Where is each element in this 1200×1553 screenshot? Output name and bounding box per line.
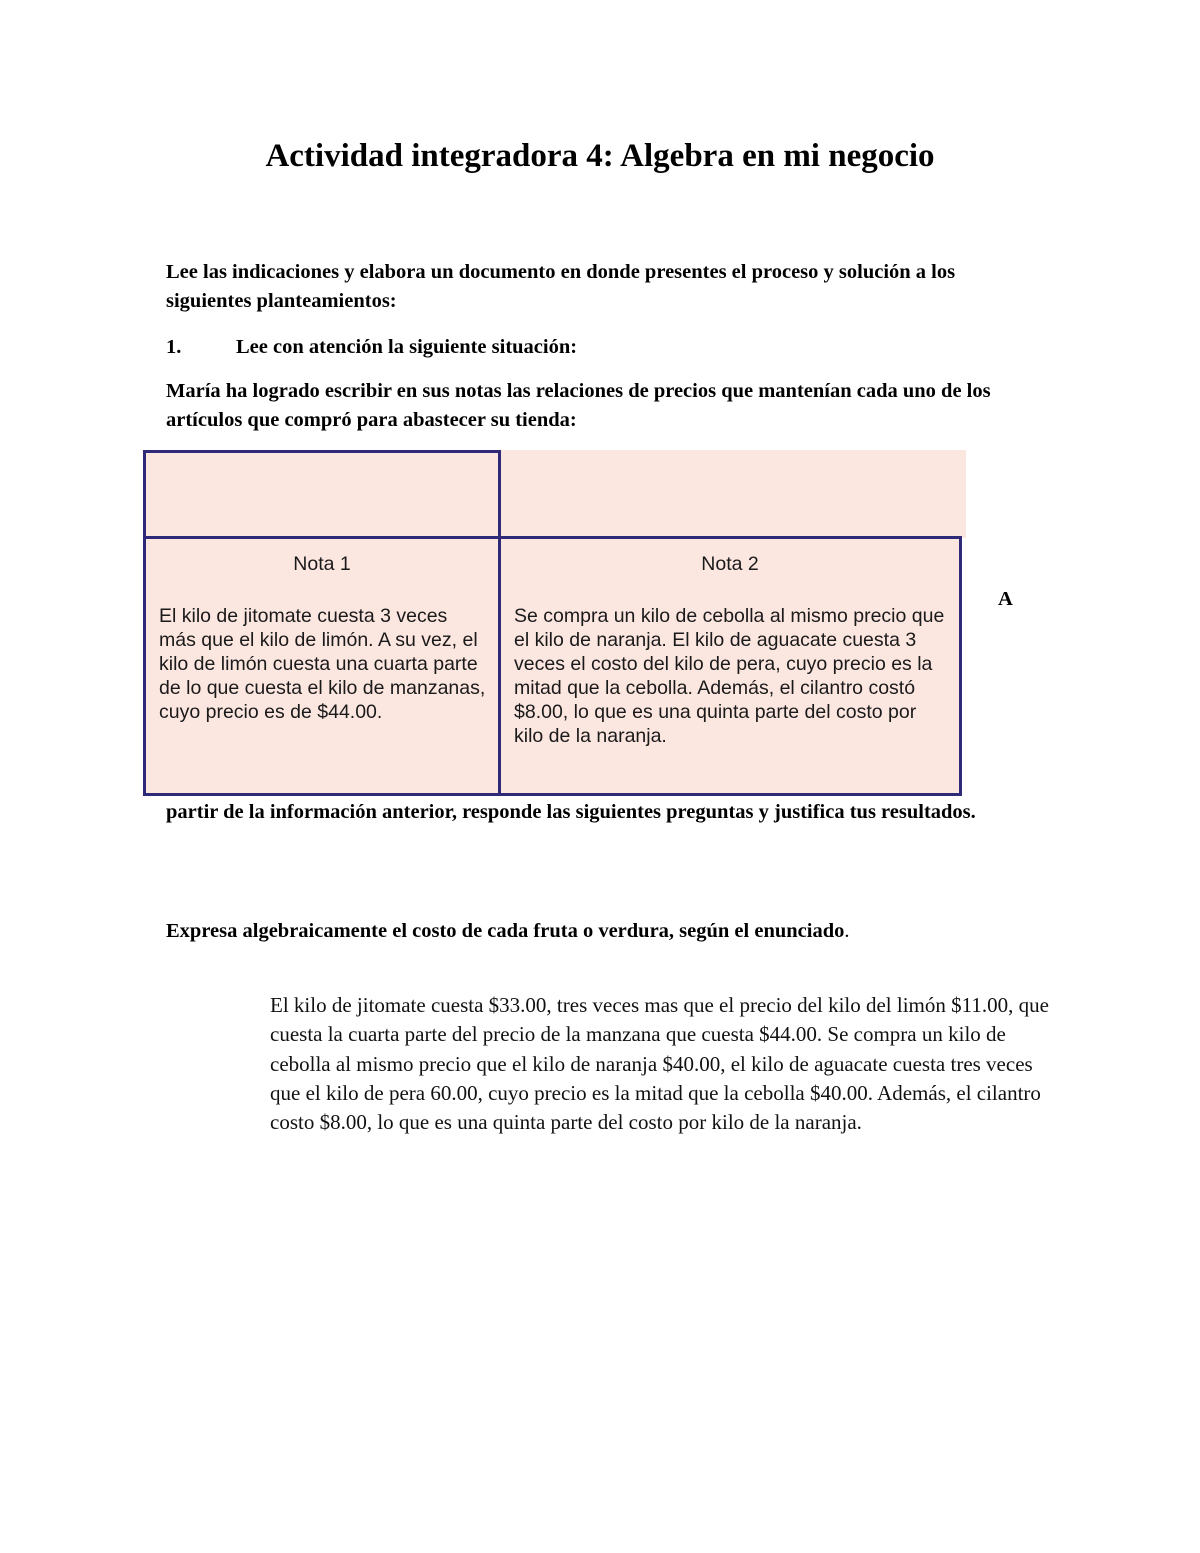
notes-table-container <box>143 450 966 798</box>
table-row <box>145 538 961 795</box>
empty-header-cell <box>500 452 961 538</box>
question-text: Expresa algebraicamente el costo de cada fruta o verdura, según el enunciado <box>166 920 845 942</box>
numbered-item-1 <box>166 333 1036 362</box>
item-text: Lee con atención la siguiente situación: <box>236 336 578 358</box>
note-cell-1 <box>145 538 500 795</box>
item-number: 1. <box>166 336 182 358</box>
note-text: Se compra un kilo de cebolla al mismo precio que el kilo de naranja. El kilo de aguacate cuesta 3 veces el costo del kilo de pera, cuyo precio es la mitad que la cebolla. Además, el cilantro costó $8.00, lo que es una quinta parte del costo por kilo de la naranja. <box>514 605 945 747</box>
note-title: Nota 2 <box>701 553 759 575</box>
note-cell-2 <box>500 538 961 795</box>
question-period: . <box>844 920 850 942</box>
empty-header-cell <box>145 452 500 538</box>
note-title: Nota 1 <box>293 553 351 575</box>
questions-paragraph: partir de la información anterior, responde las siguientes preguntas y justifica tus resultados. <box>166 801 976 823</box>
instructions-paragraph: Lee las indicaciones y elabora un documento en donde presentes el proceso y solución a los siguientes planteamientos: <box>166 261 956 312</box>
document-title: Actividad integradora 4: Algebra en mi negocio <box>265 138 935 174</box>
table-row <box>145 452 961 538</box>
note-text: El kilo de jitomate cuesta 3 veces más que el kilo de limón. A su vez, el kilo de limón cuesta una cuarta parte de lo que cuesta el kilo de manzanas, cuyo precio es de $44.00. <box>159 605 486 723</box>
paragraph-initial-letter: A <box>998 588 1013 610</box>
question-heading <box>166 917 1036 946</box>
situation-paragraph: María ha logrado escribir en sus notas las relaciones de precios que mantenían cada uno de los artículos que compró para abastecer su tienda: <box>166 380 991 431</box>
answer-paragraph: El kilo de jitomate cuesta $33.00, tres veces mas que el precio del kilo del limón $11.00, que cuesta la cuarta parte del precio de la manzana que cuesta $44.00. Se compra un kilo de cebolla al mismo precio que el kilo de naranja $40.00, el kilo de aguacate cuesta tres veces que el kilo de pera 60.00, cuyo precio es la mitad que la cebolla $40.00. Además, el cilantro costo $8.00, lo que es una quinta parte del costo por kilo de la naranja. <box>270 993 1049 1135</box>
notes-table <box>143 450 962 796</box>
